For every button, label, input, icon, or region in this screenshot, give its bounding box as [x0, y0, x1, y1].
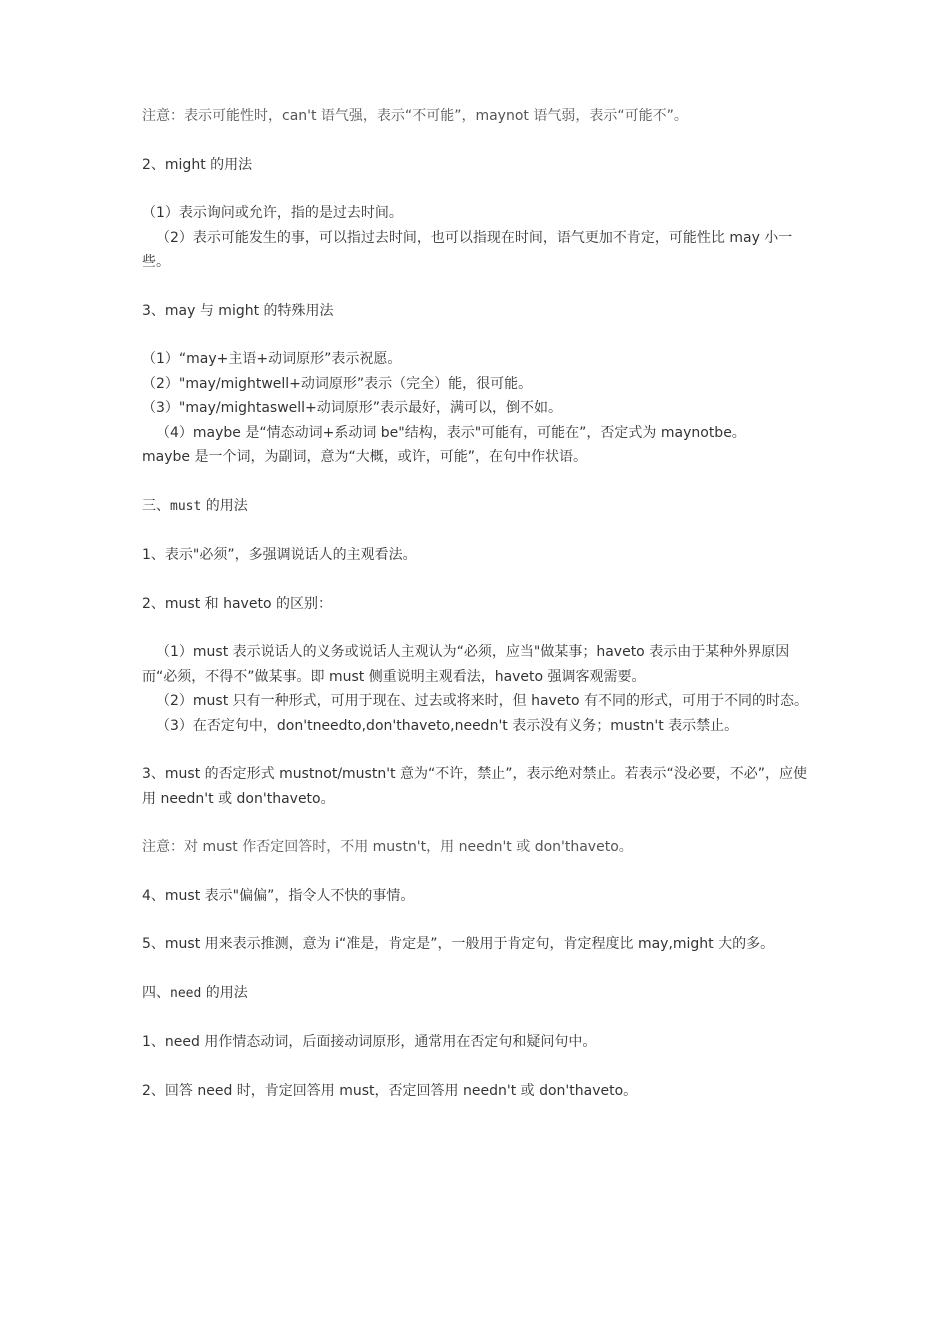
- must-usage-item-4: 4、must 表示"偏偏”，指令人不快的事情。: [142, 887, 415, 904]
- special-usage-item-5: maybe 是一个词，为副词，意为“大概，或许，可能”，在句中作状语。: [142, 449, 587, 465]
- special-usage-item-1: （1）“may+主语+动词原形”表示祝愿。: [142, 351, 402, 367]
- must-haveto-item-2: （2）must 只有一种形式，可用于现在、过去或将来时，但 haveto 有不同的形式，可用于不同的时态。: [156, 693, 808, 709]
- must-haveto-heading: 2、must 和 haveto 的区别：: [142, 595, 332, 612]
- must-negative-form: 3、must 的否定形式 mustnot/mustn't 意为“不许，禁止”，表示绝对禁止。若表示“没必要，不必”，应使用 needn't 或 don'thaveto。: [142, 766, 808, 807]
- must-usage-item-5: 5、must 用来表示推测，意为 i“准是，肯定是”，一般用于肯定句，肯定程度比 may,might 大的多。: [142, 936, 775, 952]
- need-heading-word: need: [170, 985, 202, 1001]
- must-haveto-item-1: （1）must 表示说话人的义务或说话人主观认为“必须，应当"做某事；haveto 表示由于某种外界原因而“必须，不得不”做某事。即 must 侧重说明主观看法，haveto 强调客观需要。: [142, 644, 790, 685]
- note-must-negative-answer: 注意：对 must 作否定回答时，不用 mustn't，用 needn't 或 don'thaveto。: [142, 839, 633, 855]
- document-body: [142, 104, 812, 1103]
- need-heading-suffix: 的用法: [201, 984, 248, 1001]
- must-haveto-item-3: （3）在否定句中，don'tneedto,don'thaveto,needn't 表示没有义务；mustn't 表示禁止。: [156, 717, 739, 734]
- special-usage-item-3: （3）"may/mightaswell+动词原形”表示最好，满可以，倒不如。: [142, 400, 563, 416]
- must-heading-prefix: 三、: [142, 497, 170, 514]
- must-heading-suffix: 的用法: [201, 497, 248, 514]
- special-usage-heading: 3、may 与 might 的特殊用法: [142, 302, 334, 319]
- need-usage-item-2: 2、回答 need 时，肯定回答用 must，否定回答用 needn't 或 don'thaveto。: [142, 1082, 638, 1099]
- need-heading-prefix: 四、: [142, 984, 170, 1001]
- must-usage-heading: [142, 494, 812, 520]
- must-heading-word: must: [170, 498, 202, 514]
- must-usage-item-1: 1、表示"必须”，多强调说话人的主观看法。: [142, 547, 417, 563]
- might-usage-heading: 2、might 的用法: [142, 156, 253, 173]
- special-usage-item-2: （2）"may/mightwell+动词原形”表示（完全）能，很可能。: [142, 375, 533, 392]
- might-usage-item-2: （2）表示可能发生的事，可以指过去时间，也可以指现在时间，语气更加不肯定，可能性比 may 小一些。: [142, 229, 793, 270]
- need-usage-item-1: 1、need 用作情态动词，后面接动词原形，通常用在否定句和疑问句中。: [142, 1034, 597, 1050]
- note-may-possibility: 注意：表示可能性时，can't 语气强，表示“不可能”，maynot 语气弱，表示“可能不”。: [142, 108, 688, 124]
- special-usage-item-4: （4）maybe 是“情态动词+系动词 be"结构，表示"可能有，可能在”，否定式为 maynotbe。: [156, 424, 746, 441]
- might-usage-item-1: （1）表示询问或允许，指的是过去时间。: [142, 205, 403, 221]
- need-usage-heading: [142, 981, 812, 1007]
